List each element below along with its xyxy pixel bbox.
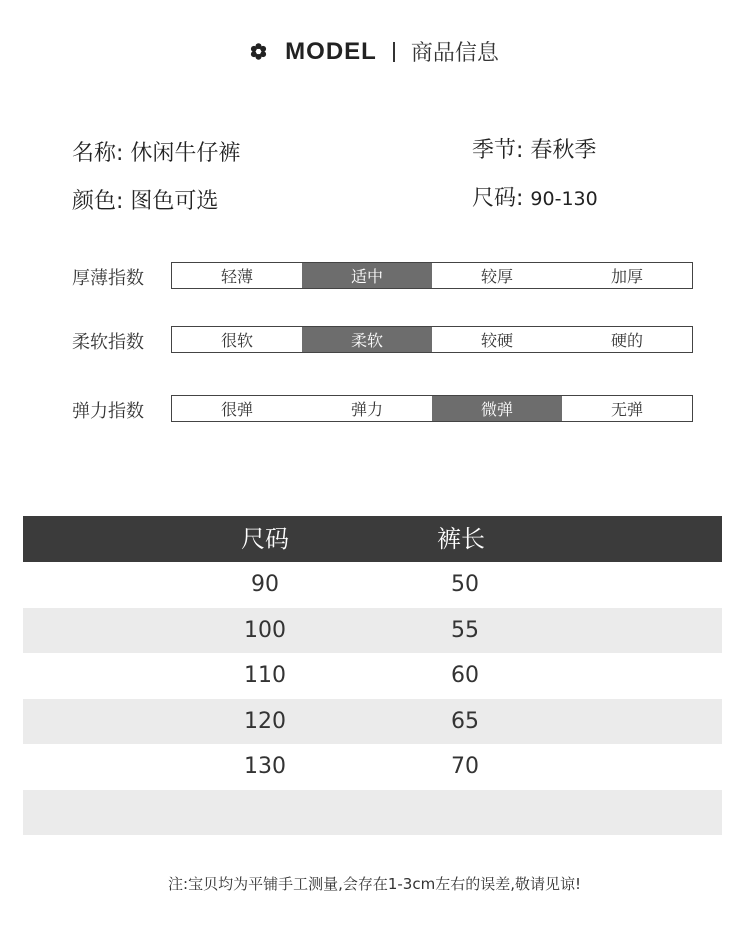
length-cell: 60	[451, 663, 479, 688]
table-row	[23, 744, 722, 790]
color-value: 图色可选	[130, 189, 219, 214]
size-cell: 110	[244, 663, 286, 688]
info-name	[72, 136, 240, 167]
index-option: 较厚	[480, 267, 513, 286]
table-row	[23, 790, 722, 836]
size-label: 尺码:	[472, 186, 524, 211]
info-season	[472, 133, 596, 164]
softness-index-label: 柔软指数	[72, 332, 144, 353]
length-cell	[405, 790, 525, 836]
info-color	[72, 184, 218, 215]
index-option: 轻薄	[220, 267, 253, 286]
info-size	[472, 181, 598, 212]
table-row	[23, 608, 722, 654]
season-value: 春秋季	[530, 138, 597, 163]
table-row	[23, 562, 722, 608]
length-cell: 70	[451, 754, 479, 779]
header-divider	[393, 42, 395, 62]
length-cell: 65	[451, 708, 479, 734]
table-row	[23, 653, 722, 699]
index-option: 柔软	[302, 327, 432, 352]
index-option: 加厚	[610, 267, 643, 286]
size-cell: 120	[244, 708, 286, 734]
index-option: 无弹	[610, 400, 643, 419]
brand-name: MODEL	[285, 37, 377, 65]
size-value: 90-130	[530, 188, 598, 210]
index-option: 很弹	[220, 400, 253, 419]
length-cell: 55	[451, 617, 479, 643]
name-label: 名称:	[72, 141, 124, 166]
index-option: 较硬	[480, 331, 513, 350]
size-cell: 90	[251, 572, 279, 597]
size-cell: 130	[244, 754, 286, 779]
index-option: 硬的	[610, 331, 643, 350]
index-option: 适中	[302, 263, 432, 288]
length-cell: 50	[451, 572, 479, 597]
table-header	[23, 516, 722, 562]
softness-index-bar	[171, 326, 693, 353]
size-cell: 100	[244, 617, 286, 643]
thickness-index-bar	[171, 262, 693, 289]
index-option: 很软	[220, 331, 253, 350]
size-cell	[205, 790, 325, 836]
size-table	[23, 516, 722, 835]
elasticity-index-label: 弹力指数	[72, 401, 144, 422]
measurement-note: 注:宝贝均为平铺手工测量,会存在1-3cm左右的误差,敬请见谅!	[168, 875, 581, 893]
index-option: 微弹	[432, 396, 562, 421]
column-header-size: 尺码	[241, 525, 289, 553]
name-value: 休闲牛仔裤	[130, 141, 241, 166]
index-option: 弹力	[350, 400, 383, 419]
thickness-index-label: 厚薄指数	[72, 268, 144, 289]
color-label: 颜色:	[72, 189, 124, 214]
elasticity-index-bar	[171, 395, 693, 422]
season-label: 季节:	[472, 138, 524, 163]
page-header	[0, 36, 749, 67]
flower-logo-icon	[250, 43, 267, 60]
page-title: 商品信息	[410, 41, 499, 66]
column-header-length: 裤长	[437, 525, 485, 553]
table-row	[23, 699, 722, 745]
